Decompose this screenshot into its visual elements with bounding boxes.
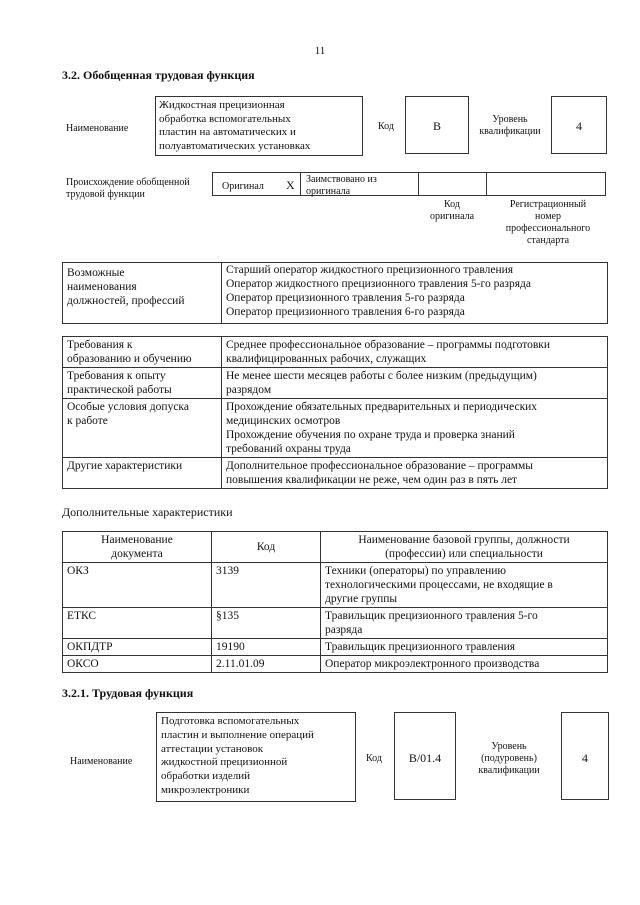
extra-cell-code: 19190	[212, 639, 321, 656]
position-item: Оператор жидкостного прецизионного травления 5-го разряда	[226, 278, 531, 290]
subsection-title: 3.2.1. Трудовая функция	[62, 686, 194, 700]
tf-code-label: Код	[366, 753, 382, 764]
extra-title: Дополнительные характеристики	[62, 505, 233, 519]
section-title: 3.2. Обобщенная трудовая функция	[62, 68, 255, 82]
extra-cell-code: §135	[212, 608, 321, 639]
extra-cell-name: Оператор микроэлектронного производства	[321, 656, 608, 673]
requirements-table	[62, 336, 608, 489]
origin-divider-1	[300, 172, 301, 196]
origin-divider-3	[486, 172, 487, 196]
origin-original: Оригинал	[222, 181, 264, 192]
requirement-value: Дополнительное профессиональное образование – программы повышения квалификации не реже, чем один раз в пять лет	[222, 458, 608, 489]
extra-cell-doc: ОКПДТР	[63, 639, 212, 656]
extra-cell-doc: ОКСО	[63, 656, 212, 673]
requirement-row	[63, 399, 608, 458]
position-item: Старший оператор жидкостного прецизионного травления	[226, 264, 514, 276]
extra-header-code: Код	[212, 532, 321, 563]
position-item: Оператор прецизионного травления 5-го разряда	[226, 292, 465, 304]
gtf-name-label: Наименование	[66, 123, 129, 134]
origin-borrowed: Заимствовано из оригинала	[306, 174, 377, 197]
tf-code-value: B/01.4	[394, 712, 456, 800]
origin-box	[212, 172, 606, 196]
gtf-name-value: Жидкостная прецизионная обработка вспомогательных пластин на автоматических и полуавтоматических установках	[155, 96, 363, 156]
gtf-level-value: 4	[551, 96, 607, 154]
requirement-value: Среднее профессиональное образование – программы подготовки квалифицированных рабочих, служащих	[222, 337, 608, 368]
requirement-label: Особые условия допуска к работе	[63, 399, 222, 458]
origin-divider-2	[418, 172, 419, 196]
gtf-level-label: Уровень квалификации	[479, 114, 541, 137]
positions-table	[62, 262, 608, 324]
table-row	[63, 563, 608, 608]
position-item: Оператор прецизионного травления 6-го разряда	[226, 306, 465, 318]
table-row	[63, 608, 608, 639]
extra-cell-name: Травильщик прецизионного травления	[321, 639, 608, 656]
extra-header-doc: Наименование документа	[63, 532, 212, 563]
extra-cell-code: 3139	[212, 563, 321, 608]
origin-code-caption: Код оригинала	[429, 199, 475, 222]
requirement-value: Прохождение обязательных предварительных и периодических медицинских осмотров Прохождение обучения по охране труда и проверка знаний требований охраны труда	[222, 399, 608, 458]
gtf-code-label: Код	[378, 121, 394, 132]
tf-level-label: Уровень (подуровень) квалификации	[478, 741, 540, 776]
table-row	[63, 639, 608, 656]
extra-cell-code: 2.11.01.09	[212, 656, 321, 673]
origin-reg-caption: Регистрационный номер профессионального стандарта	[505, 199, 591, 246]
table-row	[63, 656, 608, 673]
requirement-row	[63, 368, 608, 399]
requirement-value: Не менее шести месяцев работы с более низким (предыдущим) разрядом	[222, 368, 608, 399]
extra-cell-name: Травильщик прецизионного травления 5-го разряда	[321, 608, 608, 639]
extra-cell-doc: ЕТКС	[63, 608, 212, 639]
requirement-label: Другие характеристики	[63, 458, 222, 489]
positions-label: Возможные наименования должностей, профессий	[63, 263, 222, 324]
extra-cell-name: Техники (операторы) по управлению технологическими процессами, не входящие в другие группы	[321, 563, 608, 608]
extra-header-name: Наименование базовой группы, должности (профессии) или специальности	[321, 532, 608, 563]
tf-name-label: Наименование	[70, 756, 133, 767]
page-number: 11	[314, 45, 326, 57]
requirement-row	[63, 458, 608, 489]
tf-name-value: Подготовка вспомогательных пластин и выполнение операций аттестации установок жидкостной прецизионной обработки изделий микроэлектроники	[156, 712, 356, 802]
extra-header-row	[63, 532, 608, 563]
gtf-code-value: В	[405, 96, 469, 154]
tf-level-value: 4	[561, 712, 609, 800]
extra-cell-doc: ОКЗ	[63, 563, 212, 608]
extra-table	[62, 531, 608, 673]
requirement-label: Требования к опыту практической работы	[63, 368, 222, 399]
requirement-row	[63, 337, 608, 368]
origin-label: Происхождение обобщенной трудовой функции	[66, 177, 190, 200]
origin-mark: X	[286, 178, 295, 192]
requirement-label: Требования к образованию и обучению	[63, 337, 222, 368]
